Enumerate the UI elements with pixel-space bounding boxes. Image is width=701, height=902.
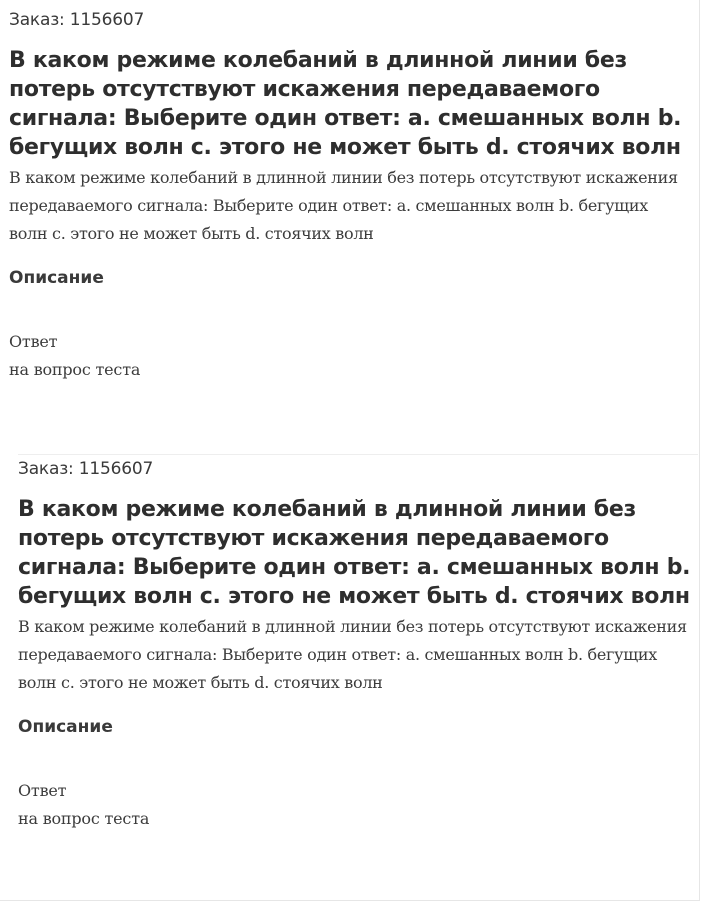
order-card-2 [18, 454, 698, 833]
question-text: В каком режиме колебаний в длинной линии без потерь отсутствуют искажения передаваемого сигнала: Выберите один ответ: a. смешанных волн b. бегущих волн c. этого не может быть d. стоячих волн [9, 168, 678, 243]
question-title: В каком режиме колебаний в длинной линии без потерь отсутствуют искажения передаваемого сигнала: Выберите один ответ: a. смешанных волн b. бегущих волн c. этого не может быть d. стоячих волн [9, 48, 682, 160]
order-number: Заказ: 1156607 [18, 459, 154, 479]
answer-line-1: Ответ [18, 781, 67, 800]
order-number: Заказ: 1156607 [9, 10, 145, 30]
answer-line-2: на вопрос теста [18, 809, 150, 828]
question-title: В каком режиме колебаний в длинной линии без потерь отсутствуют искажения передаваемого сигнала: Выберите один ответ: a. смешанных волн b. бегущих волн c. этого не может быть d. стоячих волн [18, 497, 691, 609]
answer-text [18, 777, 698, 833]
order-card-1 [9, 6, 689, 384]
answer-text [9, 328, 689, 384]
description-heading: Описание [18, 717, 113, 737]
question-text: В каком режиме колебаний в длинной линии без потерь отсутствуют искажения передаваемого сигнала: Выберите один ответ: a. смешанных волн b. бегущих волн c. этого не может быть d. стоячих волн [18, 617, 687, 692]
description-heading: Описание [9, 268, 104, 288]
answer-line-1: Ответ [9, 332, 58, 351]
answer-line-2: на вопрос теста [9, 360, 141, 379]
